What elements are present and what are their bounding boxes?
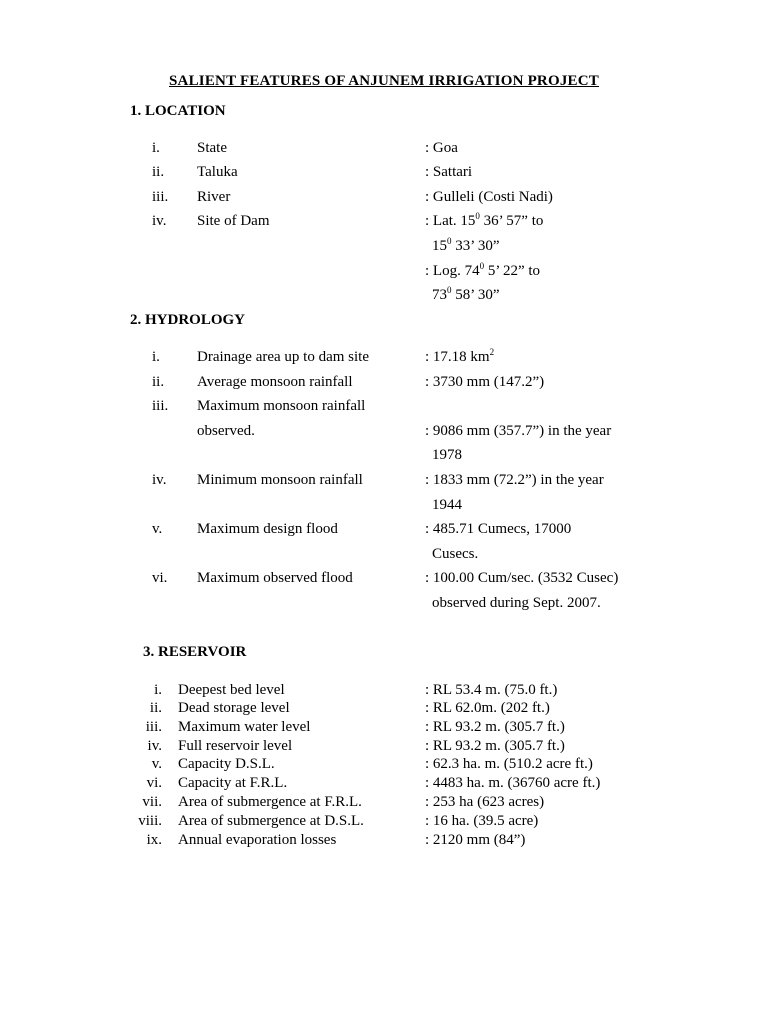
hydrology-row-value-cont: observed during Sept. 2007.: [432, 595, 601, 611]
location-row-num: iii.: [152, 189, 169, 205]
reservoir-row-num: i.: [154, 682, 162, 698]
reservoir-row-num: iv.: [147, 738, 162, 754]
location-row-num: i.: [152, 140, 160, 156]
reservoir-row-label: Area of submergence at D.S.L.: [178, 813, 364, 829]
hydrology-row-num: vi.: [152, 570, 168, 586]
location-row-num: ii.: [152, 164, 165, 180]
location-heading: 1. LOCATION: [130, 103, 226, 119]
reservoir-row-num: ix.: [146, 832, 162, 848]
reservoir-row-num: vi.: [146, 775, 162, 791]
location-row-value: : Sattari: [425, 164, 473, 180]
reservoir-row-label: Maximum water level: [178, 719, 311, 735]
hydrology-row-label: Average monsoon rainfall: [197, 374, 353, 390]
hydrology-row-value: : 100.00 Cum/sec. (3532 Cusec): [425, 570, 619, 586]
reservoir-row-num: viii.: [138, 813, 162, 829]
reservoir-row-label: Area of submergence at F.R.L.: [178, 794, 362, 810]
location-row-num: iv.: [152, 213, 167, 229]
reservoir-row-value: : 62.3 ha. m. (510.2 acre ft.): [425, 756, 593, 772]
reservoir-row-label: Capacity D.S.L.: [178, 756, 275, 772]
hydrology-row-label: Maximum monsoon rainfall: [197, 398, 366, 414]
location-row-label: State: [197, 140, 227, 156]
reservoir-row-label: Capacity at F.R.L.: [178, 775, 288, 791]
reservoir-row-num: v.: [151, 756, 162, 772]
hydrology-row-value: : 17.18 $km^2$: [425, 347, 495, 365]
hydrology-row-num: v.: [152, 521, 163, 537]
reservoir-row-num: vii.: [142, 794, 162, 810]
hydrology-row-value: : 1833 mm (72.2”) in the year: [425, 472, 604, 488]
reservoir-row-value: : RL 93.2 m. (305.7 ft.): [425, 738, 565, 754]
hydrology-row-label: Maximum observed flood: [197, 570, 353, 586]
reservoir-row-value: : 16 ha. (39.5 acre): [425, 813, 539, 829]
hydrology-row-label-cont: observed.: [197, 423, 255, 439]
hydrology-row-value: : 485.71 Cumecs, 17000: [425, 521, 572, 537]
site-lat-line1: : Lat. $15^0$ 36’ 57” to: [425, 211, 544, 229]
hydrology-row-num: ii.: [152, 374, 165, 390]
reservoir-row-label: Deepest bed level: [178, 682, 285, 698]
location-row-value: : Goa: [425, 140, 458, 156]
reservoir-row-value: : RL 53.4 m. (75.0 ft.): [425, 682, 558, 698]
reservoir-row-value: : RL 62.0m. (202 ft.): [425, 700, 550, 716]
site-lat-line2: $15^0$ 33’ 30”: [432, 236, 500, 254]
location-row-label: River: [197, 189, 231, 205]
reservoir-row-num: ii.: [149, 700, 162, 716]
hydrology-row-label: Drainage area up to dam site: [197, 349, 370, 365]
hydrology-row-label: Minimum monsoon rainfall: [197, 472, 363, 488]
reservoir-row-value: : 253 ha (623 acres): [425, 794, 545, 810]
reservoir-row-value: : 2120 mm (84”): [425, 832, 526, 848]
location-row-label: Taluka: [197, 164, 238, 180]
hydrology-row-value-cont: Cusecs.: [432, 546, 479, 562]
hydrology-row-value: : 3730 mm (147.2”): [425, 374, 545, 390]
reservoir-row-value: : RL 93.2 m. (305.7 ft.): [425, 719, 565, 735]
hydrology-row-value-cont: 1944: [432, 497, 462, 513]
hydrology-heading: 2. HYDROLOGY: [130, 312, 246, 328]
location-row-label: Site of Dam: [197, 213, 270, 229]
reservoir-row-label: Dead storage level: [178, 700, 290, 716]
location-row-value: : Gulleli (Costi Nadi): [425, 189, 553, 205]
reservoir-row-label: Annual evaporation losses: [178, 832, 337, 848]
reservoir-heading: 3. RESERVOIR: [143, 644, 247, 660]
reservoir-row-value: : 4483 ha. m. (36760 acre ft.): [425, 775, 601, 791]
hydrology-row-label: Maximum design flood: [197, 521, 338, 537]
page-title: SALIENT FEATURES OF ANJUNEM IRRIGATION PROJECT: [169, 73, 599, 89]
hydrology-row-num: iv.: [152, 472, 167, 488]
site-log-line1: : Log. $74^0$ 5’ 22” to: [425, 261, 541, 279]
site-log-line2: $73^0$ 58’ 30”: [432, 285, 500, 303]
hydrology-row-value: : 9086 mm (357.7”) in the year: [425, 423, 612, 439]
hydrology-row-num: iii.: [152, 398, 169, 414]
hydrology-row-num: i.: [152, 349, 160, 365]
reservoir-row-label: Full reservoir level: [178, 738, 293, 754]
hydrology-row-value-cont: 1978: [432, 447, 462, 463]
reservoir-row-num: iii.: [145, 719, 162, 735]
